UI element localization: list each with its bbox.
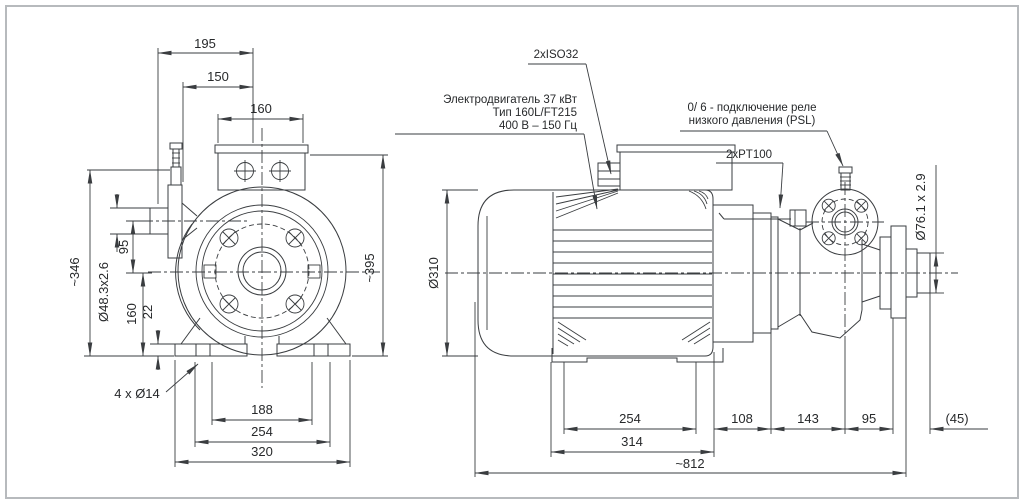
dim-95-side: 95 — [861, 411, 877, 426]
front-right-dimension — [310, 155, 388, 356]
iso32-label: 2xISO32 — [533, 49, 579, 61]
pt100-probe — [719, 210, 806, 226]
dim-108: 108 — [731, 411, 753, 426]
dim-160-vert: 160 — [124, 303, 139, 325]
motor-label-2: Тип 160L/FT215 — [492, 107, 577, 119]
dim-22: 22 — [140, 304, 155, 320]
dim-suction-pipe: Ø48.3x2.6 — [96, 262, 111, 322]
dim-195: 195 — [194, 36, 216, 51]
psl-label-1: 0/ 6 - подключение реле — [687, 102, 817, 114]
suction-flange — [150, 185, 197, 258]
dim-76: Ø76.1 x 2.9 — [913, 173, 928, 241]
motor-label-3: 400 В – 150 Гц — [498, 120, 577, 132]
dim-812: ~812 — [675, 456, 705, 471]
motor-fins — [553, 230, 712, 318]
psl-label-2: низкого давления (PSL) — [688, 115, 816, 127]
dim-310: Ø310 — [426, 257, 441, 289]
front-bottom-dimensions — [114, 360, 350, 467]
terminal-box-front — [215, 145, 308, 190]
dim-314: 314 — [621, 434, 643, 449]
motor-label-1: Электродвигатель 37 кВт — [443, 94, 577, 106]
bearing-bracket — [713, 205, 778, 342]
dim-320: 320 — [251, 444, 273, 459]
pump-casing-side — [778, 219, 930, 338]
front-left-dimensions — [67, 170, 176, 370]
dim-143: 143 — [797, 411, 819, 426]
dim-188: 188 — [251, 402, 273, 417]
dim-395: ~395 — [362, 253, 377, 283]
annotations — [395, 49, 843, 209]
dim-95-front: 95 — [116, 239, 131, 255]
psl-fitting — [839, 167, 852, 190]
motor-fin-corners — [556, 189, 710, 346]
vent-fitting — [170, 143, 182, 185]
discharge-flange — [806, 182, 884, 342]
front-view — [67, 36, 388, 467]
dim-foot-holes: 4 x Ø14 — [114, 386, 160, 401]
dim-254-front: 254 — [251, 424, 273, 439]
dim-160-top: 160 — [250, 101, 272, 116]
side-bottom-dimensions — [475, 293, 988, 477]
terminal-box-side — [617, 145, 735, 190]
motor-foot — [552, 348, 723, 362]
side-view — [395, 49, 988, 477]
dim-346: ~346 — [67, 257, 82, 287]
pt100-label: 2xPT100 — [725, 149, 773, 161]
dim-150: 150 — [207, 69, 229, 84]
dim-pipe-end — [913, 165, 944, 293]
front-top-dimensions — [158, 36, 303, 204]
pump-volute-front — [176, 187, 346, 355]
dim-45: (45) — [945, 411, 969, 426]
motor-body — [478, 189, 723, 362]
dim-254-side: 254 — [619, 411, 641, 426]
